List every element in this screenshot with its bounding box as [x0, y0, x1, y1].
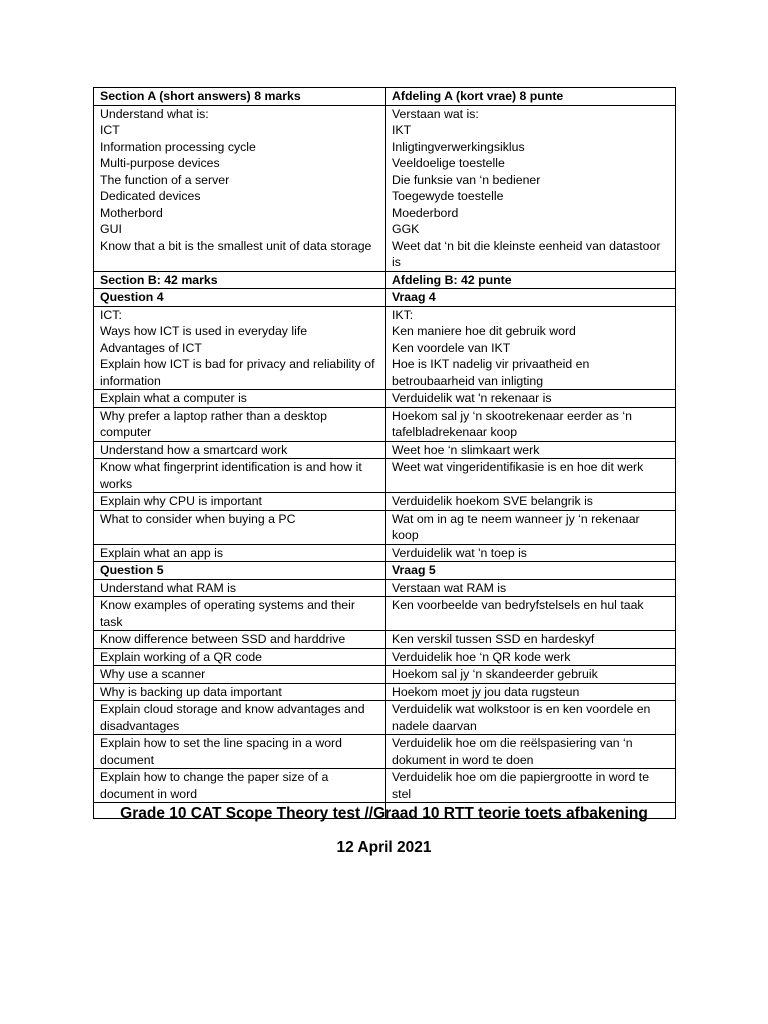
afrikaans-cell	[386, 306, 676, 390]
table-header-row	[94, 289, 676, 307]
cell-line: Explain cloud storage and know advantages and disadvantages	[100, 702, 365, 733]
afrikaans-cell	[386, 88, 676, 106]
cell-line: Vraag 4	[392, 290, 436, 304]
cell-line: Explain how to set the line spacing in a word document	[100, 736, 342, 767]
cell-line: Inligtingverwerkingsiklus	[392, 139, 525, 154]
cell-line: Question 4	[100, 290, 164, 304]
english-cell	[94, 88, 386, 106]
cell-line: Vraag 5	[392, 563, 436, 577]
table-row	[94, 631, 676, 649]
cell-line: Verstaan wat is:	[392, 106, 479, 121]
cell-line: Explain how to change the paper size of a document in word	[100, 770, 329, 801]
table-header-row	[94, 271, 676, 289]
cell-line: Information processing cycle	[100, 139, 256, 154]
table-row	[94, 735, 676, 769]
cell-line: Why use a scanner	[100, 667, 206, 681]
table-row	[94, 407, 676, 441]
english-cell	[94, 579, 386, 597]
afrikaans-cell	[386, 579, 676, 597]
cell-line: Section A (short answers) 8 marks	[100, 89, 301, 103]
cell-line: Section B: 42 marks	[100, 272, 218, 287]
cell-line: Know that a bit is the smallest unit of data storage	[100, 238, 372, 253]
cell-line: ICT	[100, 123, 120, 137]
table-row	[94, 597, 676, 631]
cell-line: Multi-purpose devices	[100, 156, 220, 170]
cell-line: Hoekom moet jy jou data rugsteun	[392, 684, 580, 699]
english-cell	[94, 306, 386, 390]
cell-line: IKT	[392, 123, 412, 137]
english-cell	[94, 105, 386, 271]
cell-line: Veeldoelige toestelle	[392, 156, 505, 170]
cell-line: Verduidelik hoe ‘n QR kode werk	[392, 649, 571, 664]
cell-line: IKT:	[392, 307, 414, 322]
table-row	[94, 441, 676, 459]
cell-line: Question 5	[100, 563, 164, 577]
cell-line: Know examples of operating systems and their task	[100, 598, 355, 629]
cell-line: Know what fingerprint identification is and how it works	[100, 460, 362, 491]
cell-line: Weet dat ‘n bit die kleinste eenheid van datastoor is	[392, 238, 661, 269]
afrikaans-cell	[386, 769, 676, 803]
cell-line: Why prefer a laptop rather than a desktop computer	[100, 408, 327, 439]
cell-line: Explain working of a QR code	[100, 649, 262, 664]
afrikaans-cell	[386, 562, 676, 580]
cell-line: Understand what RAM is	[100, 580, 237, 595]
document-date: 12 April 2021	[336, 839, 432, 856]
english-cell	[94, 390, 386, 408]
table-row	[94, 666, 676, 684]
afrikaans-cell	[386, 666, 676, 684]
cell-line: Verduidelik hoe om die papiergrootte in word te stel	[392, 770, 650, 801]
english-cell	[94, 459, 386, 493]
cell-line: Ken verskil tussen SSD en hardeskyf	[392, 632, 595, 646]
cell-line: Ken maniere hoe dit gebruik word	[392, 324, 576, 338]
cell-line: GUI	[100, 222, 122, 236]
english-cell	[94, 289, 386, 307]
cell-line: Hoekom sal jy ‘n skandeerder gebruik	[392, 667, 598, 681]
cell-line: Ken voordele van IKT	[392, 340, 511, 355]
scope-table	[93, 87, 676, 819]
afrikaans-cell	[386, 271, 676, 289]
cell-line: Advantages of ICT	[100, 340, 202, 355]
afrikaans-cell	[386, 735, 676, 769]
cell-line: Verstaan wat RAM is	[392, 580, 507, 595]
cell-line: Explain why CPU is important	[100, 494, 262, 508]
afrikaans-cell	[386, 510, 676, 544]
cell-line: Die funksie van ‘n bediener	[392, 172, 541, 187]
cell-line: Why is backing up data important	[100, 684, 282, 699]
cell-line: What to consider when buying a PC	[100, 511, 296, 526]
cell-line: Ken voorbeelde van bedryfstelsels en hul taak	[392, 598, 644, 612]
english-cell	[94, 407, 386, 441]
afrikaans-cell	[386, 459, 676, 493]
table-row	[94, 701, 676, 735]
english-cell	[94, 562, 386, 580]
document-title: Grade 10 CAT Scope Theory test //Graad 10 RTT teorie toets afbakening	[120, 805, 648, 822]
afrikaans-cell	[386, 597, 676, 631]
scope-table-body	[94, 88, 676, 819]
english-cell	[94, 683, 386, 701]
table-row	[94, 510, 676, 544]
cell-line: Understand how a smartcard work	[100, 442, 288, 457]
cell-line: Explain what a computer is	[100, 391, 247, 405]
english-cell	[94, 769, 386, 803]
cell-line: Verduidelik hoe om die reëlspasiering van ‘n dokument in word te doen	[392, 736, 633, 767]
afrikaans-cell	[386, 493, 676, 511]
english-cell	[94, 648, 386, 666]
table-row	[94, 683, 676, 701]
cell-line: Hoe is IKT nadelig vir privaatheid en betroubaarheid van inligting	[392, 357, 590, 388]
cell-line: Verduidelik wat 'n rekenaar is	[392, 391, 552, 405]
english-cell	[94, 493, 386, 511]
english-cell	[94, 597, 386, 631]
cell-line: Afdeling A (kort vrae) 8 punte	[392, 89, 564, 103]
table-row	[94, 105, 676, 271]
english-cell	[94, 271, 386, 289]
cell-line: Hoekom sal jy ‘n skootrekenaar eerder as ‘n tafelbladrekenaar koop	[392, 408, 632, 439]
cell-line: The function of a server	[100, 172, 230, 187]
table-row	[94, 459, 676, 493]
cell-line: Understand what is:	[100, 106, 209, 121]
afrikaans-cell	[386, 289, 676, 307]
cell-line: Verduidelik hoekom SVE belangrik is	[392, 494, 593, 508]
cell-line: Dedicated devices	[100, 189, 201, 203]
afrikaans-cell	[386, 648, 676, 666]
afrikaans-cell	[386, 544, 676, 562]
table-row	[94, 390, 676, 408]
english-cell	[94, 701, 386, 735]
afrikaans-cell	[386, 683, 676, 701]
cell-line: Motherbord	[100, 205, 163, 220]
table-header-row	[94, 88, 676, 106]
table-row	[94, 769, 676, 803]
cell-line: Explain how ICT is bad for privacy and reliability of information	[100, 357, 375, 388]
cell-line: Ways how ICT is used in everyday life	[100, 324, 308, 338]
cell-line: Explain what an app is	[100, 545, 224, 560]
cell-line: Weet hoe ‘n slimkaart werk	[392, 442, 540, 457]
afrikaans-cell	[386, 441, 676, 459]
cell-line: Wat om in ag te neem wanneer jy ‘n rekenaar koop	[392, 511, 640, 542]
english-cell	[94, 631, 386, 649]
cell-line: Afdeling B: 42 punte	[392, 272, 512, 287]
cell-line: Verduidelik wat wolkstoor is en ken voordele en nadele daarvan	[392, 702, 651, 733]
cell-line: Moederbord	[392, 205, 459, 220]
afrikaans-cell	[386, 701, 676, 735]
english-cell	[94, 735, 386, 769]
afrikaans-cell	[386, 390, 676, 408]
cell-line: Toegewyde toestelle	[392, 189, 504, 203]
afrikaans-cell	[386, 105, 676, 271]
table-row	[94, 493, 676, 511]
table-row	[94, 579, 676, 597]
cell-line: Verduidelik wat 'n toep is	[392, 545, 527, 560]
afrikaans-cell	[386, 631, 676, 649]
table-header-row	[94, 562, 676, 580]
cell-line: Know difference between SSD and harddrive	[100, 632, 346, 646]
english-cell	[94, 666, 386, 684]
cell-line: ICT:	[100, 307, 122, 322]
english-cell	[94, 441, 386, 459]
english-cell	[94, 544, 386, 562]
cell-line: Weet wat vingeridentifikasie is en hoe dit werk	[392, 460, 644, 474]
table-row	[94, 544, 676, 562]
afrikaans-cell	[386, 407, 676, 441]
table-row	[94, 306, 676, 390]
english-cell	[94, 510, 386, 544]
table-row	[94, 648, 676, 666]
cell-line: GGK	[392, 222, 420, 236]
